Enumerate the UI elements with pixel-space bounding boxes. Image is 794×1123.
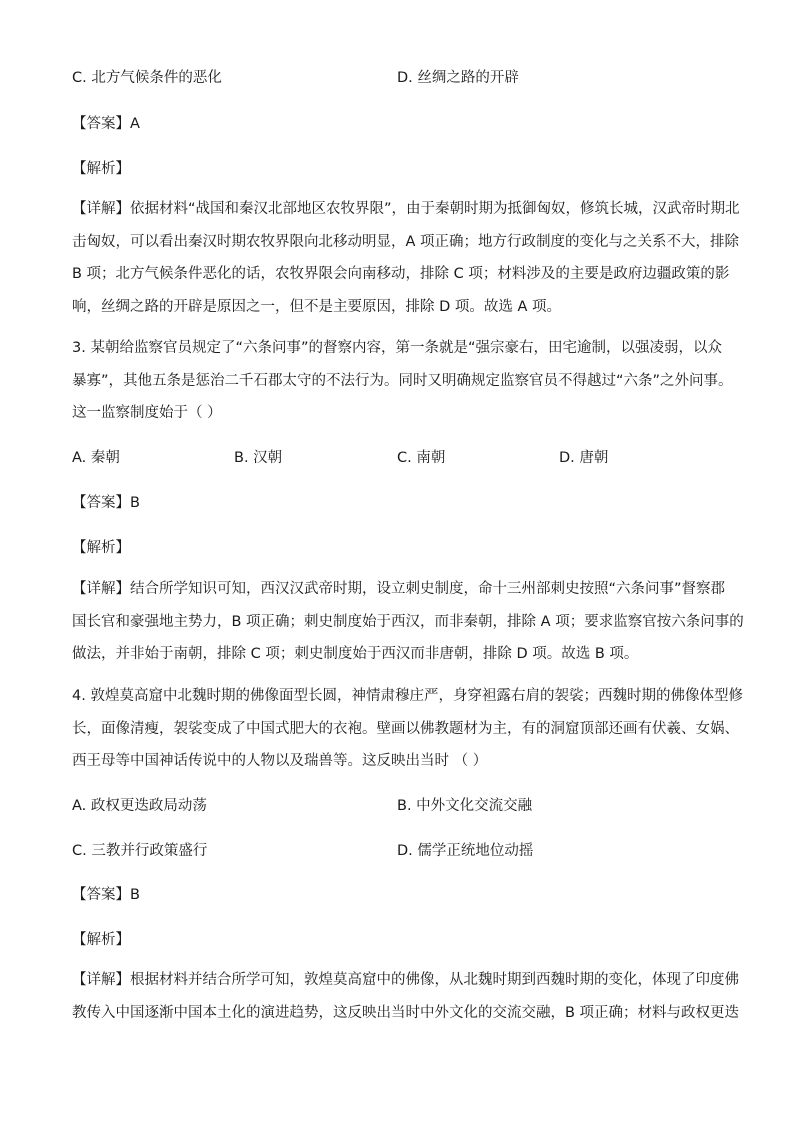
q3-stem-line: 暴寡”，其他五条是惩治二千石郡太守的不法行为。同时又明确规定监察官员不得越过“六条”之外问事。 <box>72 372 733 389</box>
q4-stem <box>72 680 743 778</box>
q4-option-d[interactable]: D. 儒学正统地位动摇 <box>397 843 534 859</box>
q4-answer: 【答案】B <box>72 887 140 903</box>
q4-option-c[interactable]: C. 三教并行政策盛行 <box>72 843 208 859</box>
q2-detail-line: B 项；北方气候条件恶化的话，农牧界限会向南移动，排除 C 项；材料涉及的主要是政府边疆政策的影 <box>72 266 730 282</box>
q3-answer: 【答案】B <box>72 495 140 511</box>
q4-option-a[interactable]: A. 政权更迭政局动荡 <box>72 798 207 814</box>
q3-analysis-label: 【解析】 <box>72 540 130 556</box>
q3-detail-line: 【详解】结合所学知识可知，西汉汉武帝时期，设立刺史制度，命十三州部刺史按照“六条问事”督察郡 <box>72 581 726 597</box>
q2-option-d[interactable]: D. 丝绸之路的开辟 <box>397 70 519 86</box>
q3-option-d[interactable]: D. 唐朝 <box>559 450 609 466</box>
q3-stem-line: 3. 某朝给监察官员规定了“六条问事”的督察内容，第一条就是“强宗豪右，田宅逾制，以强凌弱，以众 <box>72 340 722 356</box>
q3-detail-line: 做法，并非始于南朝，排除 C 项；刺史制度始于西汉而非唐朝，排除 D 项。故选 B 项。 <box>72 646 639 662</box>
q2-option-c[interactable]: C. 北方气候条件的恶化 <box>72 70 222 86</box>
q3-stem-line: 这一监察制度始于（ ） <box>72 405 222 421</box>
q4-stem-line: 长，面像清瘦，袈裟变成了中国式肥大的衣袍。壁画以佛教题材为主，有的洞窟顶部还画有伏羲、女娲、 <box>72 720 739 737</box>
q3-option-c[interactable]: C. 南朝 <box>397 450 446 466</box>
q4-detail-line: 教传入中国逐渐中国本土化的演进趋势，这反映出当时中外文化的交流交融，B 项正确；材料与政权更迭 <box>72 1004 740 1021</box>
q2-answer: 【答案】A <box>72 116 140 132</box>
q4-stem-line: 4. 敦煌莫高窟中北魏时期的佛像面型长圆，神情肃穆庄严，身穿袒露右肩的袈裟；西魏时期的佛像体型修 <box>72 688 743 704</box>
q4-detail <box>72 964 740 1029</box>
q2-detail-line: 击匈奴，可以看出秦汉时期农牧界限向北移动明显，A 项正确；地方行政制度的变化与之关系不大，排除 <box>72 233 740 250</box>
q4-analysis-label: 【解析】 <box>72 932 130 948</box>
q3-detail <box>72 573 744 671</box>
q3-option-b[interactable]: B. 汉朝 <box>234 450 283 466</box>
q4-option-b[interactable]: B. 中外文化交流交融 <box>397 798 533 814</box>
q3-detail-line: 国长官和豪强地主势力，B 项正确；刺史制度始于西汉，而非秦朝，排除 A 项；要求监察官按六条问事的 <box>72 613 744 630</box>
q4-detail-line: 【详解】根据材料并结合所学可知，敦煌莫高窟中的佛像，从北魏时期到西魏时期的变化，体现了印度佛 <box>72 972 739 988</box>
q2-detail-line: 【详解】依据材料“战国和秦汉北部地区农牧界限”，由于秦朝时期为抵御匈奴，修筑长城，汉武帝时期北 <box>72 201 740 217</box>
q3-stem <box>72 332 733 430</box>
q2-detail-line: 响，丝绸之路的开辟是原因之一，但不是主要原因，排除 D 项。故选 A 项。 <box>72 298 562 315</box>
q2-detail <box>72 193 740 323</box>
q4-stem-line: 西王母等中国神话传说中的人物以及瑞兽等。这反映出当时 （ ） <box>72 753 488 769</box>
q3-option-a[interactable]: A. 秦朝 <box>72 450 120 466</box>
q2-analysis-label: 【解析】 <box>72 161 130 177</box>
